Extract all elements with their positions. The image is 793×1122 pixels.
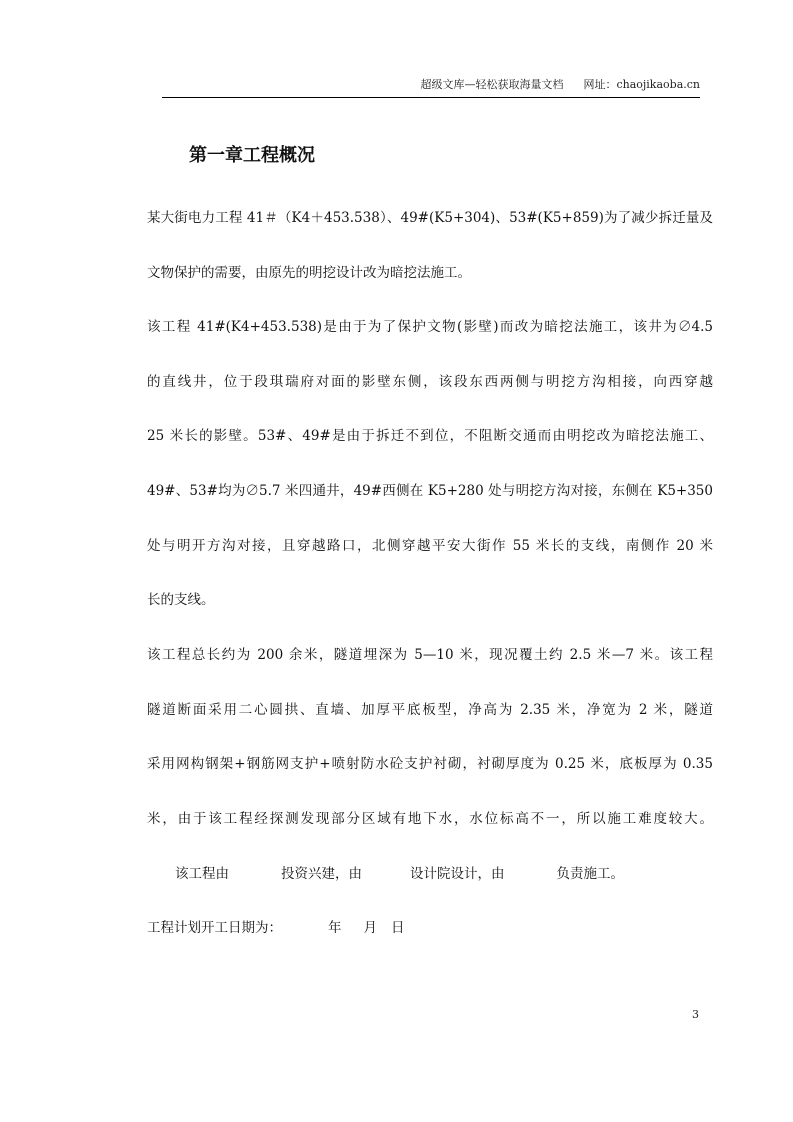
builder-form-line bbox=[175, 864, 741, 884]
builder-text-4: 负责施工。 bbox=[556, 866, 624, 882]
page-header bbox=[162, 76, 700, 98]
start-date-label: 工程计划开工日期为： bbox=[147, 920, 282, 936]
builder-text-2: 投资兴建，由 bbox=[281, 866, 362, 882]
paragraph-2-line-6: 长的支线。 bbox=[147, 592, 215, 608]
year-label: 年 bbox=[328, 920, 342, 936]
paragraph-2-line-3: 25 米长的影壁。53#、49#是由于拆迁不到位，不阻断交通而由明挖改为暗挖法施工、 bbox=[147, 428, 713, 444]
builder-text-3: 设计院设计，由 bbox=[410, 866, 505, 882]
paragraph-3-line-4: 米，由于该工程经探测发现部分区域有地下水，水位标高不一，所以施工难度较大。 bbox=[147, 811, 713, 827]
day-label: 日 bbox=[391, 920, 405, 936]
month-label: 月 bbox=[363, 920, 377, 936]
page-number: 3 bbox=[692, 1008, 699, 1021]
header-url: 网址：chaojikaoba.cn bbox=[583, 78, 700, 91]
paragraph-2-line-1: 该工程 41#(K4+453.538)是由于为了保护文物(影壁)而改为暗挖法施工，该井为∅4.5 bbox=[147, 319, 713, 335]
paragraph-3-line-3: 采用网构钢架+钢筋网支护+喷射防水砼支护衬砌，衬砌厚度为 0.25 米，底板厚为 0.35 bbox=[147, 756, 713, 772]
paragraph-1-line-2: 文物保护的需要，由原先的明挖设计改为暗挖法施工。 bbox=[147, 265, 471, 281]
builder-text-1: 该工程由 bbox=[175, 866, 229, 882]
chapter-title: 第一章工程概况 bbox=[189, 145, 315, 166]
paragraph-2-line-4: 49#、53#均为∅5.7 米四通井，49#西侧在 K5+280 处与明挖方沟对接，东侧在 K5+350 bbox=[147, 483, 713, 499]
start-date-form-line bbox=[147, 918, 713, 938]
paragraph-2-line-5: 处与明开方沟对接，且穿越路口，北侧穿越平安大街作 55 米长的支线，南侧作 20 米 bbox=[147, 538, 713, 554]
paragraph-3-line-2: 隧道断面采用二心圆拱、直墙、加厚平底板型，净高为 2.35 米，净宽为 2 米，隧道 bbox=[147, 702, 713, 718]
header-site-name: 超级文库—轻松获取海量文档 bbox=[420, 78, 564, 91]
paragraph-3-line-1: 该工程总长约为 200 余米，隧道埋深为 5—10 米，现况覆土约 2.5 米—7 米。该工程 bbox=[147, 647, 713, 663]
paragraph-2-line-2: 的直线井，位于段琪瑞府对面的影壁东侧，该段东西两侧与明挖方沟相接，向西穿越 bbox=[147, 374, 713, 390]
paragraph-1-line-1: 某大街电力工程 41＃（K4＋453.538）、49#(K5+304)、53#(K5+859)为了减少拆迁量及 bbox=[147, 210, 713, 226]
